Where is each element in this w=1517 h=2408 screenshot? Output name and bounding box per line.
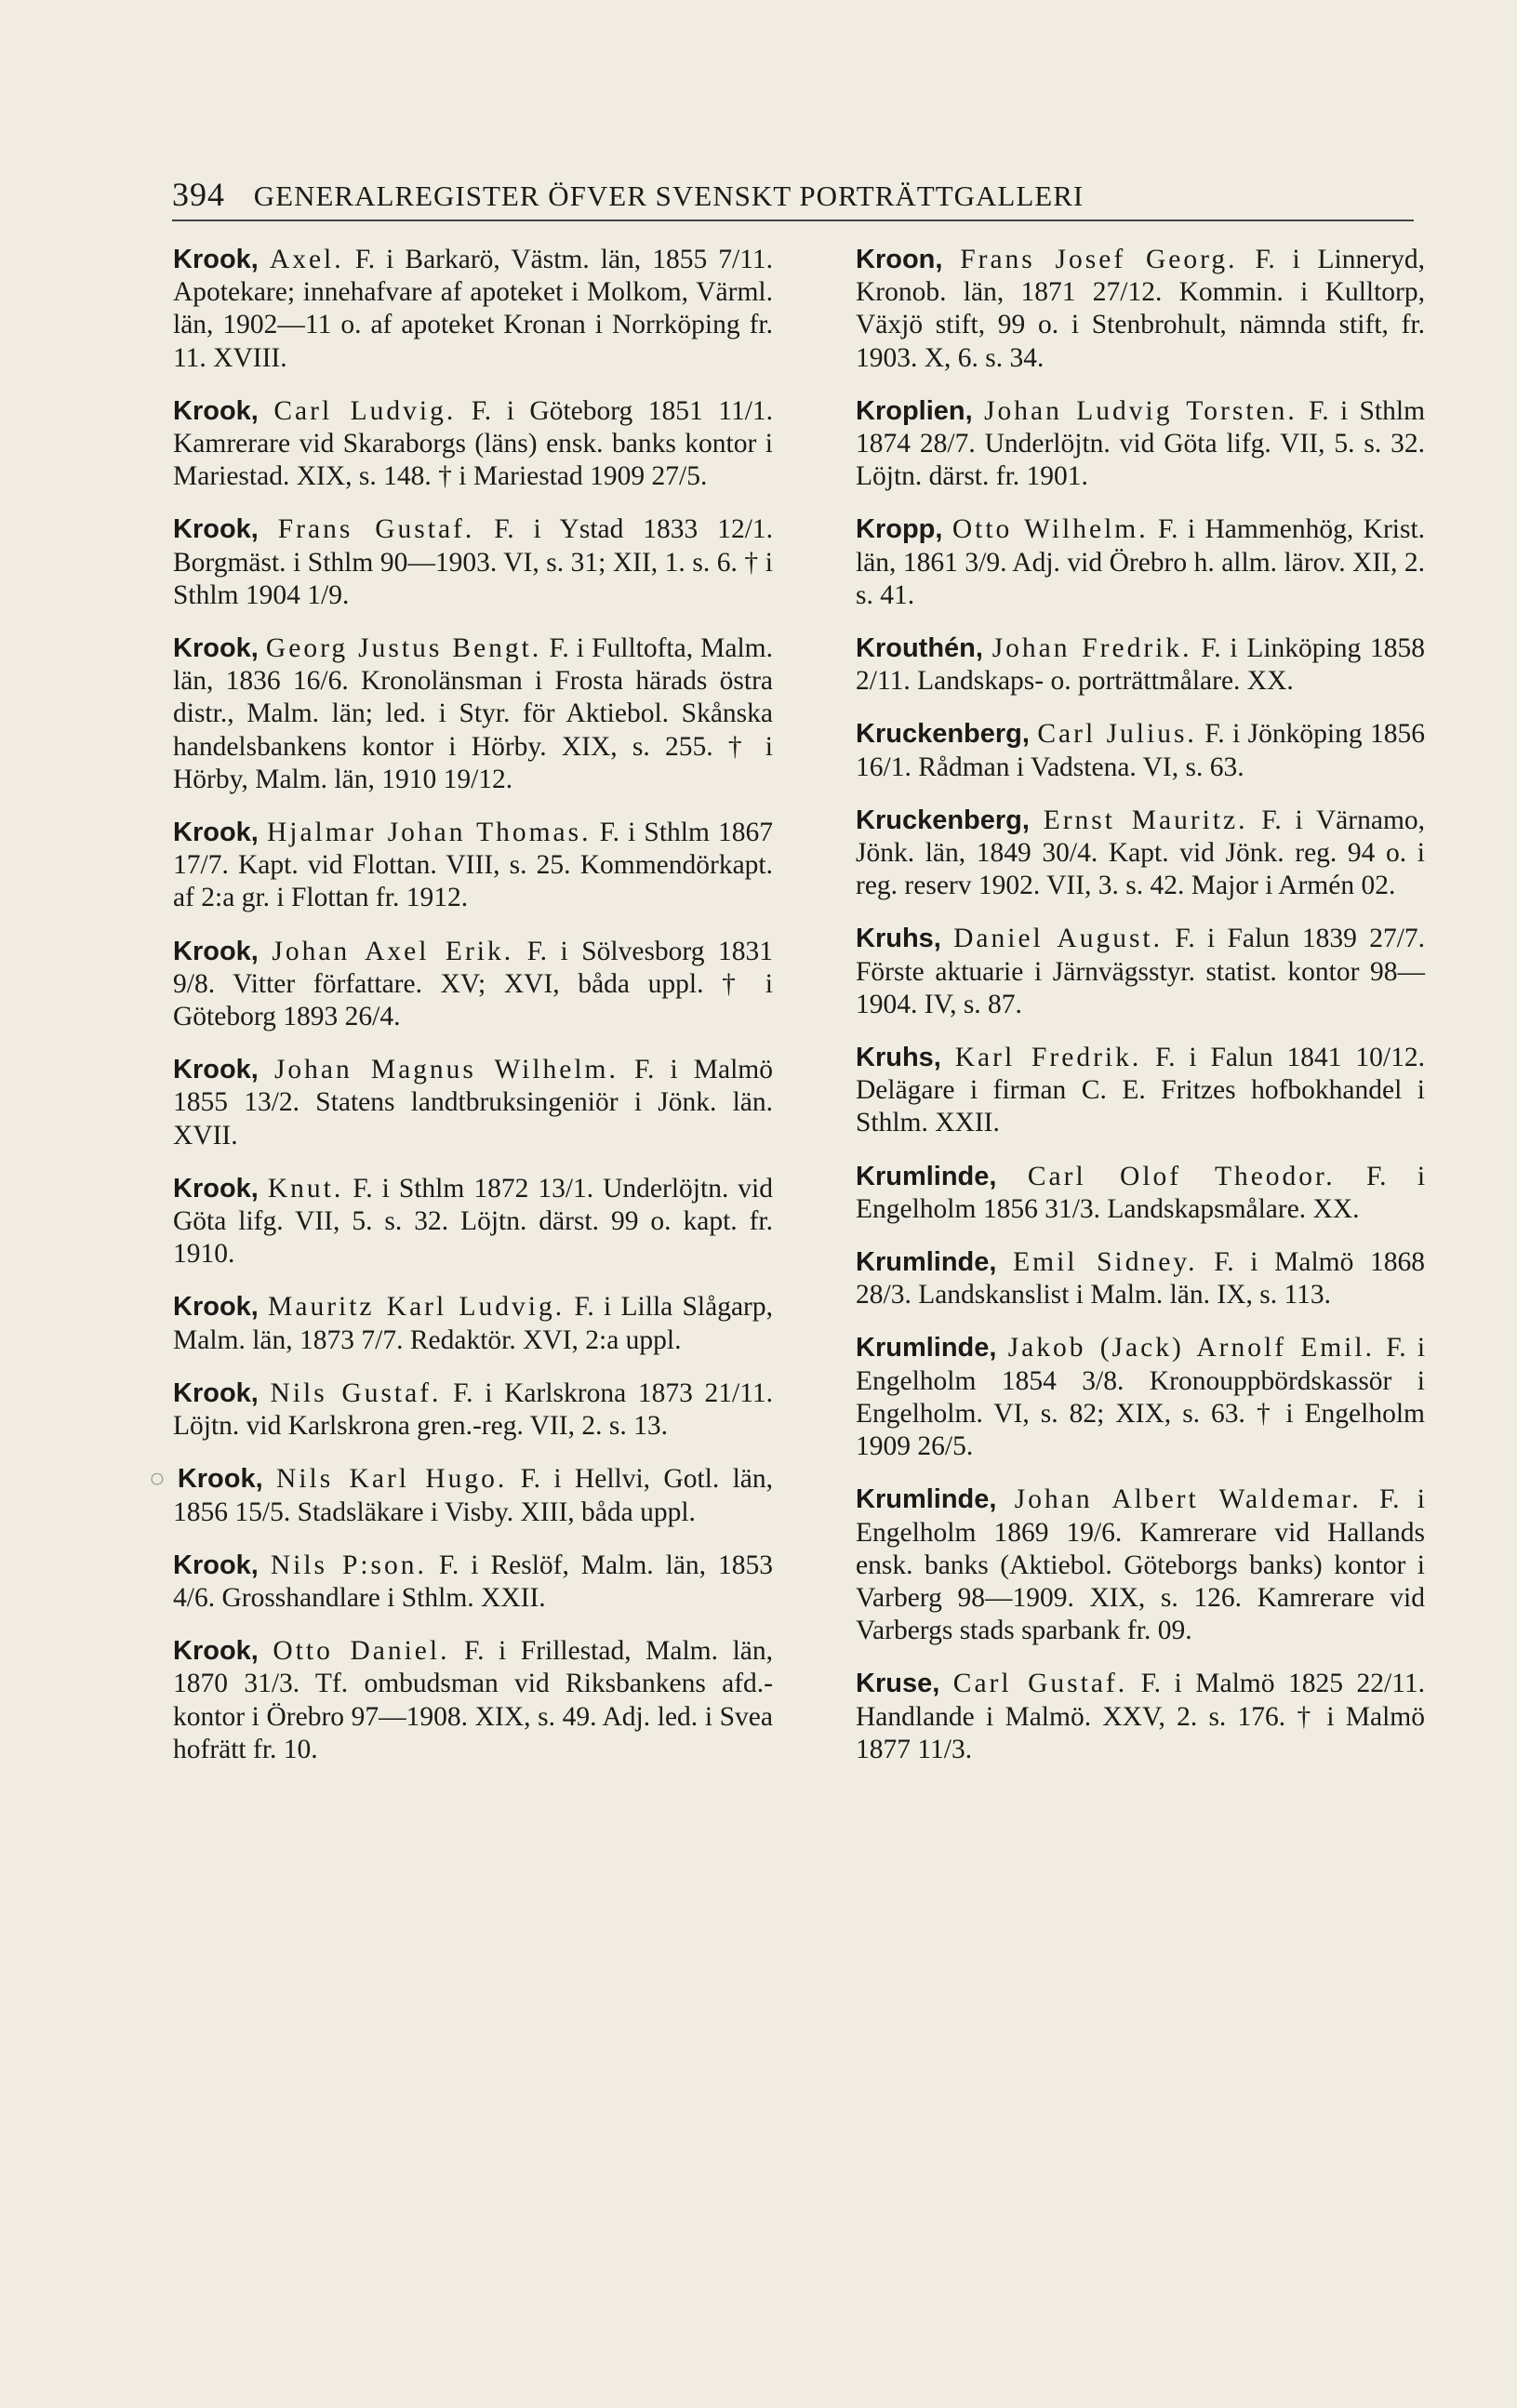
entry-given-names: Frans Gustaf.	[277, 514, 475, 545]
entry-surname: Kruckenberg,	[856, 805, 1030, 835]
entry-text: F. i Reslöf, Malm. län, 1853 4/6. Grosshandlare i Sthlm. XXII.	[173, 1550, 773, 1613]
entry-text: F. i Sthlm 1867 17/7. Kapt. vid Flottan. VIII, s. 25. Kommendörkapt. af 2:a gr. i Flottan fr. 1912.	[173, 818, 774, 913]
entry-given-names: Nils Karl Hugo.	[276, 1464, 508, 1495]
entry-text: F. i Linneryd, Kronob. län, 1871 27/12. Kommin. i Kulltorp, Växjö stift, 99 o. i Stenbrohult, nämnda stift, fr. 1903. X, 6. s. 34.	[856, 245, 1425, 373]
register-entry	[856, 1246, 1425, 1311]
entry-surname: Krook,	[173, 245, 259, 274]
entry-text: F. i Engelholm 1856 31/3. Landskapsmålare. XX.	[856, 1161, 1426, 1224]
entry-given-names: Otto Wilhelm.	[951, 514, 1149, 545]
entry-surname: Krook,	[173, 633, 259, 664]
entry-given-names: Carl Ludvig.	[273, 395, 457, 426]
register-entry	[856, 244, 1425, 375]
entry-surname: Krook,	[177, 1464, 263, 1495]
entry-given-names: Otto Daniel.	[273, 1636, 450, 1667]
entry-surname: Krumlinde,	[856, 1247, 997, 1278]
entry-surname: Krook,	[173, 818, 259, 848]
register-entry	[856, 805, 1425, 903]
entry-text: F. i Falun 1841 10/12. Delägare i firman C. E. Fritzes hofbokhandel i Sthlm. XXII.	[856, 1043, 1425, 1138]
page-number: 394	[172, 176, 225, 213]
entry-text: F. i Malmö 1855 13/2. Statens landtbruksingeniör i Jönk. län. XVII.	[173, 1055, 773, 1151]
entry-surname: Kruse,	[856, 1669, 940, 1699]
left-column	[149, 244, 774, 1787]
register-entry	[856, 923, 1425, 1021]
entry-given-names: Daniel August.	[953, 924, 1164, 954]
entry-text: F. i Ystad 1833 12/1. Borgmäst. i Sthlm 90—1903. VI, s. 31; XII, 1. s. 6. † i Sthlm 1904 1/9.	[173, 514, 774, 610]
register-entry	[856, 1042, 1425, 1140]
entry-given-names: Frans Josef Georg.	[960, 245, 1238, 274]
entry-surname: Krook,	[173, 395, 259, 426]
entry-given-names: Mauritz Karl Ludvig.	[268, 1292, 566, 1323]
right-column	[856, 244, 1425, 1787]
entry-surname: Kruhs,	[856, 924, 941, 954]
entry-surname: Krook,	[173, 1292, 259, 1323]
entry-given-names: Johan Fredrik.	[991, 633, 1192, 664]
entry-surname: Kruckenberg,	[856, 719, 1030, 750]
entry-given-names: Johan Ludvig Torsten.	[984, 395, 1297, 426]
entry-given-names: Johan Magnus Wilhelm.	[273, 1055, 619, 1085]
register-entry	[173, 632, 773, 796]
entry-given-names: Carl Julius.	[1037, 719, 1197, 750]
entry-given-names: Georg Justus Bengt.	[265, 633, 542, 664]
entry-surname: Krouthén,	[856, 633, 983, 664]
register-entry	[173, 1054, 773, 1152]
register-entry	[173, 1635, 773, 1766]
register-entry	[149, 1463, 773, 1528]
entry-text: F. i Värnamo, Jönk. län, 1849 30/4. Kapt. vid Jönk. reg. 94 o. i reg. reserv 1902. VII, 3. s. 42. Major i Armén 02.	[856, 805, 1426, 901]
entry-text: F. i Sthlm 1872 13/1. Underlöjtn. vid Göta lifg. VII, 5. s. 32. Löjtn. därst. 99 o. kapt. fr. 1910.	[173, 1173, 774, 1270]
entry-surname: Krumlinde,	[856, 1161, 997, 1191]
register-entry	[173, 244, 773, 375]
entry-text: F. i Lilla Slågarp, Malm. län, 1873 7/7. Redaktör. XVI, 2:a uppl.	[173, 1292, 773, 1355]
entry-given-names: Axel.	[269, 245, 344, 274]
entry-text: F. i Engelholm 1854 3/8. Kronouppbördskassör i Engelholm. VI, s. 82; XIX, s. 63. † i Engelholm 1909 26/5.	[856, 1333, 1426, 1462]
entry-given-names: Johan Albert Waldemar.	[1014, 1484, 1362, 1515]
entry-given-names: Ernst Mauritz.	[1043, 805, 1248, 835]
entry-surname: Krook,	[173, 1173, 259, 1204]
entry-text: F. i Sthlm 1874 28/7. Underlöjtn. vid Göta lifg. VII, 5. s. 32. Löjtn. därst. fr. 1901.	[856, 395, 1426, 492]
register-entry	[173, 1550, 773, 1615]
entry-text: F. i Frillestad, Malm. län, 1870 31/3. Tf. ombudsman vid Riksbankens afd.-kontor i Örebro 97—1908. XIX, s. 49. Adj. led. i Svea hofrätt fr. 10.	[173, 1636, 773, 1764]
entry-text: F. i Hammenhög, Krist. län, 1861 3/9. Adj. vid Örebro h. allm. lärov. XII, 2. s. 41.	[856, 514, 1426, 610]
entry-text: F. i Barkarö, Västm. län, 1855 7/11. Apotekare; innehafvare af apoteket i Molkom, Värml. län, 1902—11 o. af apoteket Kronan i Norrköping fr. 11. XVIII.	[173, 245, 774, 373]
entry-given-names: Carl Gustaf.	[952, 1669, 1128, 1699]
entry-text: F. i Falun 1839 27/7. Förste aktuarie i Järnvägsstyr. statist. kontor 98—1904. IV, s. 87.	[856, 924, 1426, 1019]
running-title: GENERALREGISTER ÖFVER SVENSKT PORTRÄTTGALLERI	[253, 180, 1085, 212]
entry-given-names: Johan Axel Erik.	[272, 936, 514, 966]
entry-surname: Krook,	[173, 1550, 259, 1580]
entry-given-names: Hjalmar Johan Thomas.	[266, 818, 592, 848]
entry-text: F. i Karlskrona 1873 21/11. Löjtn. vid Karlskrona gren.-reg. VII, 2. s. 13.	[173, 1377, 774, 1442]
entry-text: F. i Linköping 1858 2/11. Landskaps- o. porträttmålare. XX.	[856, 633, 1426, 697]
register-entry	[856, 395, 1425, 494]
register-entry	[173, 936, 773, 1034]
register-entry	[173, 1173, 773, 1271]
entry-text: F. i Engelholm 1869 19/6. Kamrerare vid Hallands ensk. banks (Aktiebol. Göteborgs banks) kontor i Varberg 98—1909. XIX, s. 126. Kamrerare vid Varbergs stads sparbank fr. 09.	[856, 1484, 1425, 1646]
entry-given-names: Karl Fredrik.	[954, 1043, 1142, 1073]
entry-given-names: Nils P:son.	[270, 1550, 427, 1580]
entry-surname: Krook,	[173, 514, 259, 545]
entry-text: F. i Fulltofta, Malm. län, 1836 16/6. Kronolänsman i Frosta härads östra distr., Malm. län; led. i Styr. för Aktiebol. Skånska handelsbankens kontor i Hörby. XIX, s. 255. † i Hörby, Malm. län, 1910 19/12.	[173, 633, 773, 794]
entry-given-names: Knut.	[267, 1173, 344, 1204]
header-rule	[172, 220, 1414, 221]
entry-given-names: Emil Sidney.	[1013, 1247, 1198, 1278]
register-entry	[856, 1483, 1425, 1647]
entry-surname: Krumlinde,	[856, 1484, 997, 1515]
entry-text: F. i Hellvi, Gotl. län, 1856 15/5. Stadsläkare i Visby. XIII, båda uppl.	[173, 1464, 773, 1527]
entry-surname: Krook,	[173, 1055, 259, 1085]
register-entry	[856, 1668, 1425, 1766]
register-entry	[856, 513, 1425, 612]
entry-text: F. i Malmö 1868 28/3. Landskanslist i Malm. län. IX, s. 113.	[856, 1247, 1425, 1310]
entry-text: F. i Göteborg 1851 11/1. Kamrerare vid Skaraborgs (läns) ensk. banks kontor i Mariestad. XIX, s. 148. † i Mariestad 1909 27/5.	[173, 395, 774, 492]
entry-surname: Krumlinde,	[856, 1333, 997, 1364]
entry-text: F. i Malmö 1825 22/11. Handlande i Malmö. XXV, 2. s. 176. † i Malmö 1877 11/3.	[856, 1669, 1425, 1764]
register-entry	[856, 718, 1425, 783]
entry-text: F. i Jönköping 1856 16/1. Rådman i Vadstena. VI, s. 63.	[856, 719, 1426, 782]
register-entry	[173, 1377, 773, 1443]
running-header	[172, 175, 1288, 214]
entry-surname: Kropp,	[856, 514, 943, 545]
entry-surname: Krook,	[173, 1377, 259, 1408]
register-entry	[173, 1291, 773, 1356]
register-entry	[173, 513, 773, 612]
entry-surname: Kroplien,	[856, 395, 973, 426]
register-entry	[856, 1161, 1425, 1226]
entry-surname: Kroon,	[856, 245, 943, 274]
margin-mark: ○	[149, 1464, 172, 1495]
entry-given-names: Jakob (Jack) Arnolf Emil.	[1007, 1333, 1375, 1364]
entry-given-names: Nils Gustaf.	[270, 1377, 442, 1408]
entry-text: F. i Sölvesborg 1831 9/8. Vitter författare. XV; XVI, båda uppl. † i Göteborg 1893 26/4.	[173, 936, 773, 1032]
entry-given-names: Carl Olof Theodor.	[1027, 1161, 1336, 1191]
register-entry	[173, 395, 773, 494]
register-entry	[856, 632, 1425, 698]
register-entry	[173, 817, 773, 915]
register-entry	[856, 1332, 1425, 1463]
entry-surname: Krook,	[173, 936, 259, 966]
entry-surname: Krook,	[173, 1636, 259, 1667]
entry-surname: Kruhs,	[856, 1043, 941, 1073]
